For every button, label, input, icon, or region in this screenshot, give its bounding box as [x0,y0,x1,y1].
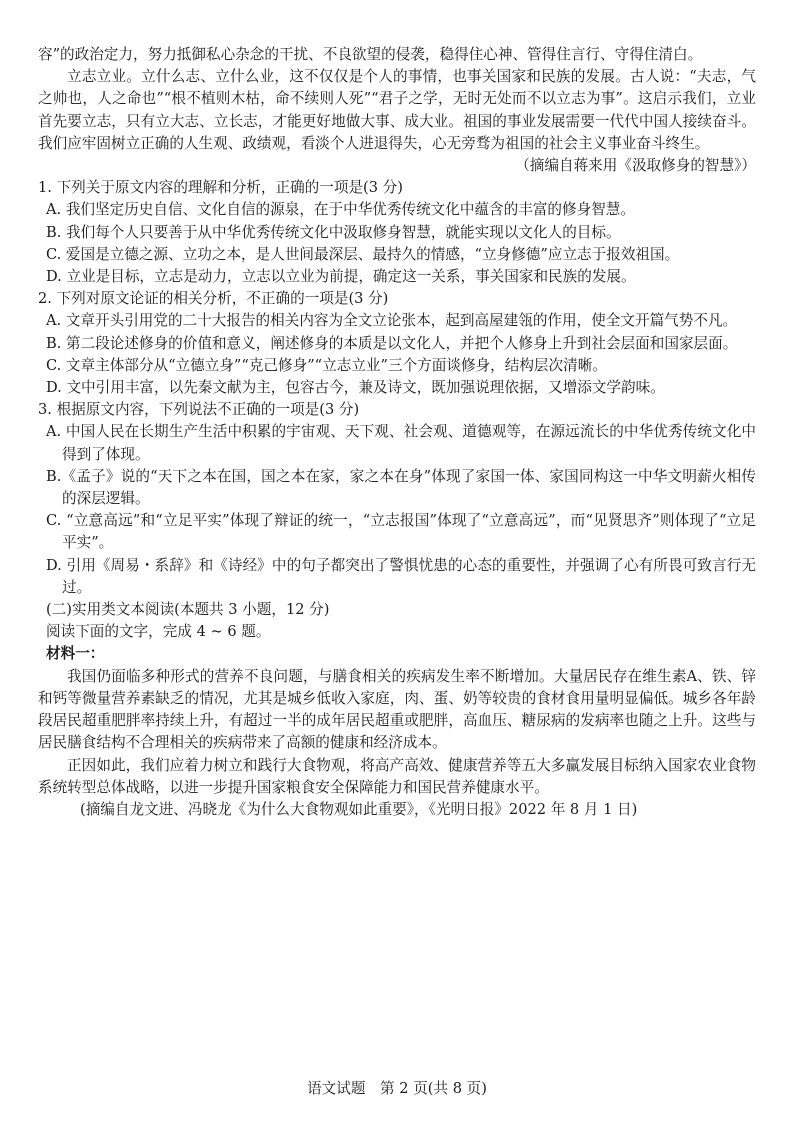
option-d: D. 文中引用丰富，以先秦文献为主，包容古今，兼及诗文，既加强说理依据，又增添文学韵味。 [46,379,665,397]
option-d: D. 立业是目标，立志是动力，立志以立业为前提，确定这一关系，事关国家和民族的发展。 [46,268,636,286]
question-stem: 2. 下列对原文论证的相关分析，不正确的一项是(3 分) [38,290,389,308]
section-instruction: 阅读下面的文字，完成 4 ~ 6 题。 [46,623,271,641]
passage-source: （摘编自蒋来用《汲取修身的智慧》） [515,157,756,175]
material-paragraph-1: 我国仍面临多种形式的营养不良问题，与膳食相关的疾病发生率不断增加。大量居民存在维生素A、铁、锌和钙等微量营养素缺乏的情况，尤其是城乡低收入家庭，肉、蛋、奶等较贵的食材食用量明显偏低。城乡各年龄段居民超重肥胖率持续上升，有超过一半的成年居民超重或肥胖，高血压、糖尿病的发病率也随之上升。这些与居民膳食结构不合理相关的疾病带来了高额的健康和经济成本。 [38,667,756,752]
option-a: A. 文章开头引用党的二十大报告的相关内容为全文立论张本，起到高屋建瓴的作用，使全文开篇气势不凡。 [46,312,738,330]
option-c: C. 文章主体部分从“立德立身”“克己修身”“立志立业”三个方面谈修身，结构层次清晰。 [46,356,607,374]
question-stem: 1. 下列关于原文内容的理解和分析，正确的一项是(3 分) [38,179,403,197]
option-a: A. 中国人民在长期生产生活中积累的宇宙观、天下观、社会观、道德观等，在源远流长的中华优秀传统文化中得到了体现。 [46,423,756,463]
question-3 [38,399,756,599]
option-b: B. 第二段论述修身的价值和意义，阐述修身的本质是以文化人，并把个人修身上升到社会层面和国家层面。 [46,334,738,352]
section-heading: (二)实用类文本阅读(本题共 3 小题，12 分) [46,601,330,619]
passage-paragraph-continued: 容”的政治定力，努力抵御私心杂念的干扰、不良欲望的侵袭，稳得住心神、管得住言行、守得住清白。 [38,46,703,63]
option-c: C. “立意高远”和“立足平实”体现了辩证的统一，“立志报国”体现了“立意高远”，而“见贤思齐”则体现了“立足平实”。 [46,512,756,552]
option-a: A. 我们坚定历史自信、文化自信的源泉，在于中华优秀传统文化中蕴含的丰富的修身智慧。 [46,201,635,219]
option-d: D. 引用《周易・系辞》和《诗经》中的句子都突出了警惧忧患的心态的重要性，并强调了心有所畏可致言行无过。 [46,556,756,596]
question-stem: 3. 根据原文内容，下列说法不正确的一项是(3 分) [38,401,360,419]
option-c: C. 爱国是立德之源、立功之本，是人世间最深层、最持久的情感，“立身修德”应立志于报效祖国。 [46,245,680,263]
option-b: B. 我们每个人只要善于从中华优秀传统文化中汲取修身智慧，就能实现以文化人的目标。 [46,223,621,241]
material-label: 材料一： [46,645,105,663]
option-b: B.《孟子》说的“天下之本在国，国之本在家，家之本在身”体现了家国一体、家国同构这一中华文明薪火相传的深层逻辑。 [46,467,756,508]
question-1 [38,177,756,288]
question-2 [38,288,756,399]
passage-paragraph-lizhi: 立志立业。立什么志、立什么业，这不仅仅是个人的事情，也事关国家和民族的发展。古人说：“夫志，气之帅也，人之命也”“根不植则木枯，命不续则人死”“君子之学，无时无处而不以立志为事”。这启示我们，立业首先要立志，只有立大志、立长志，才能更好地做大事、成大业。祖国的事业发展需要一代代中国人接续奋斗。我们应牢固树立正确的人生观、政绩观，看淡个人进退得失，心无旁骛为祖国的社会主义事业奋斗终生。 [38,68,756,152]
page-footer: 语文试题 第 2 页(共 8 页) [307,1080,487,1097]
material-paragraph-2: 正因如此，我们应着力树立和践行大食物观，将高产高效、健康营养等五大多赢发展目标纳入国家农业食物系统转型总体战略，以进一步提升国家粮食安全保障能力和国民营养健康水平。 [38,756,756,796]
page-content [38,44,756,821]
material-source: (摘编自龙文进、冯晓龙《为什么大食物观如此重要》，《光明日报》2022 年 8 月 1 日) [80,800,638,818]
